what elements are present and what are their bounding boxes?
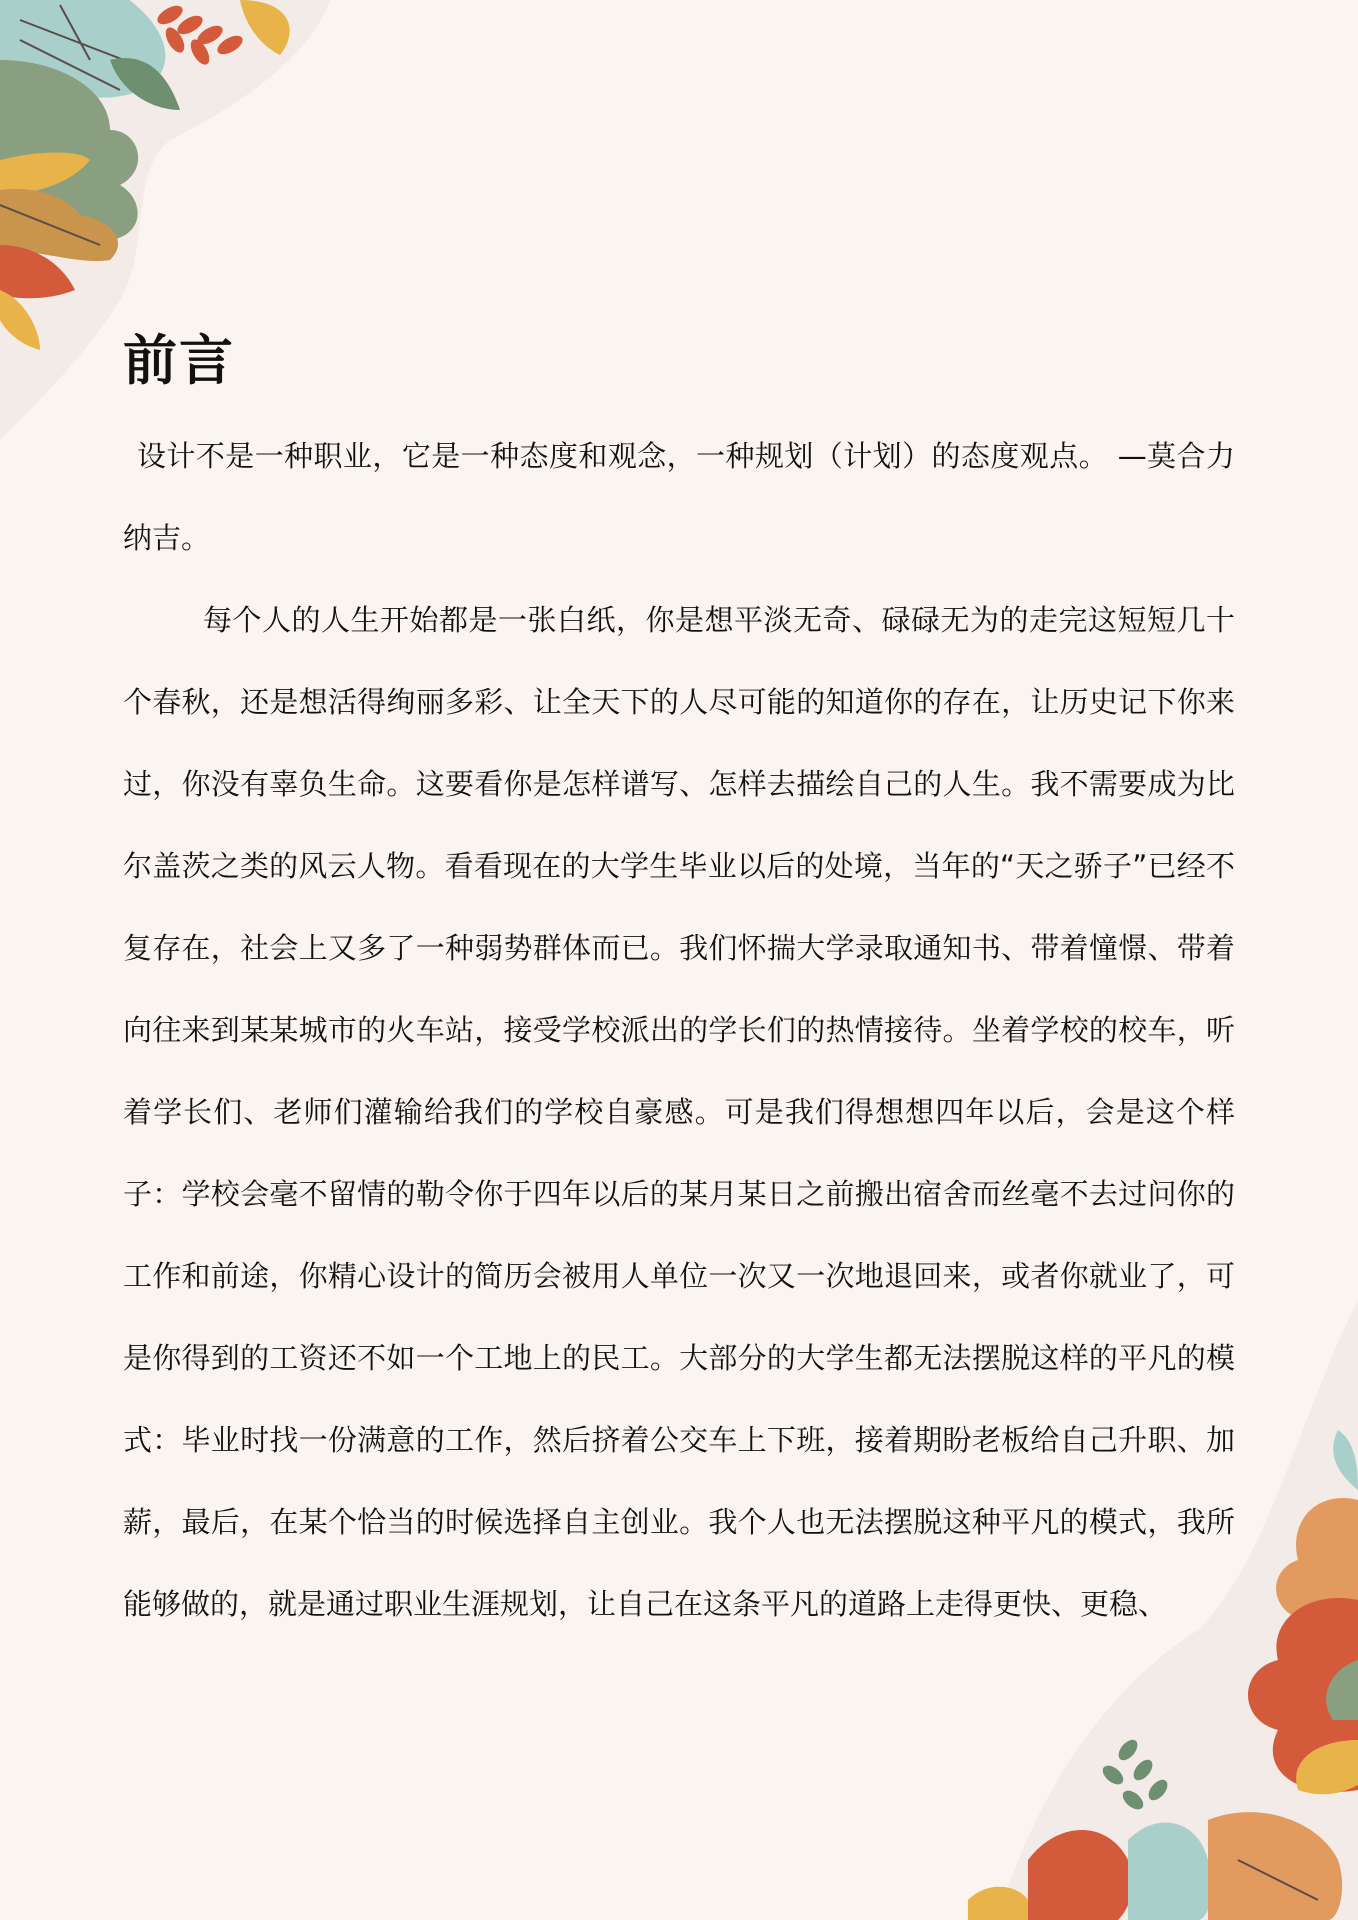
- body-paragraph: 每个人的人生开始都是一张白纸，你是想平淡无奇、碌碌无为的走完这短短几十个春秋，还是想活得绚丽多彩、让全天下的人尽可能的知道你的存在，让历史记下你来过，你没有辜负生命。这要看你是怎样谱写、怎样去描绘自己的人生。我不需要成为比尔盖茨之类的风云人物。看看现在的大学生毕业以后的处境，当年的“天之骄子”已经不复存在，社会上又多了一种弱势群体而已。我们怀揣大学录取通知书、带着憧憬、带着向往来到某某城市的火车站，接受学校派出的学长们的热情接待。坐着学校的校车，听着学长们、老师们灌输给我们的学校自豪感。可是我们得想想四年以后，会是这个样子：学校会毫不留情的勒令你于四年以后的某月某日之前搬出宿舍而丝毫不去过问你的工作和前途，你精心设计的简历会被用人单位一次又一次地退回来，或者你就业了，可是你得到的工资还不如一个工地上的民工。大部分的大学生都无法摆脱这样的平凡的模式：毕业时找一份满意的工作，然后挤着公交车上下班，接着期盼老板给自己升职、加薪，最后，在某个恰当的时候选择自主创业。我个人也无法摆脱这种平凡的模式，我所能够做的，就是通过职业生涯规划，让自己在这条平凡的道路上走得更快、更稳、: [123, 603, 1235, 1621]
- epigraph-quote: 设计不是一种职业，它是一种态度和观念，一种规划（计划）的态度观点。 —莫合力纳吉。: [123, 439, 1235, 555]
- page-title: 前言: [123, 329, 235, 392]
- document-body: [123, 415, 1235, 1645]
